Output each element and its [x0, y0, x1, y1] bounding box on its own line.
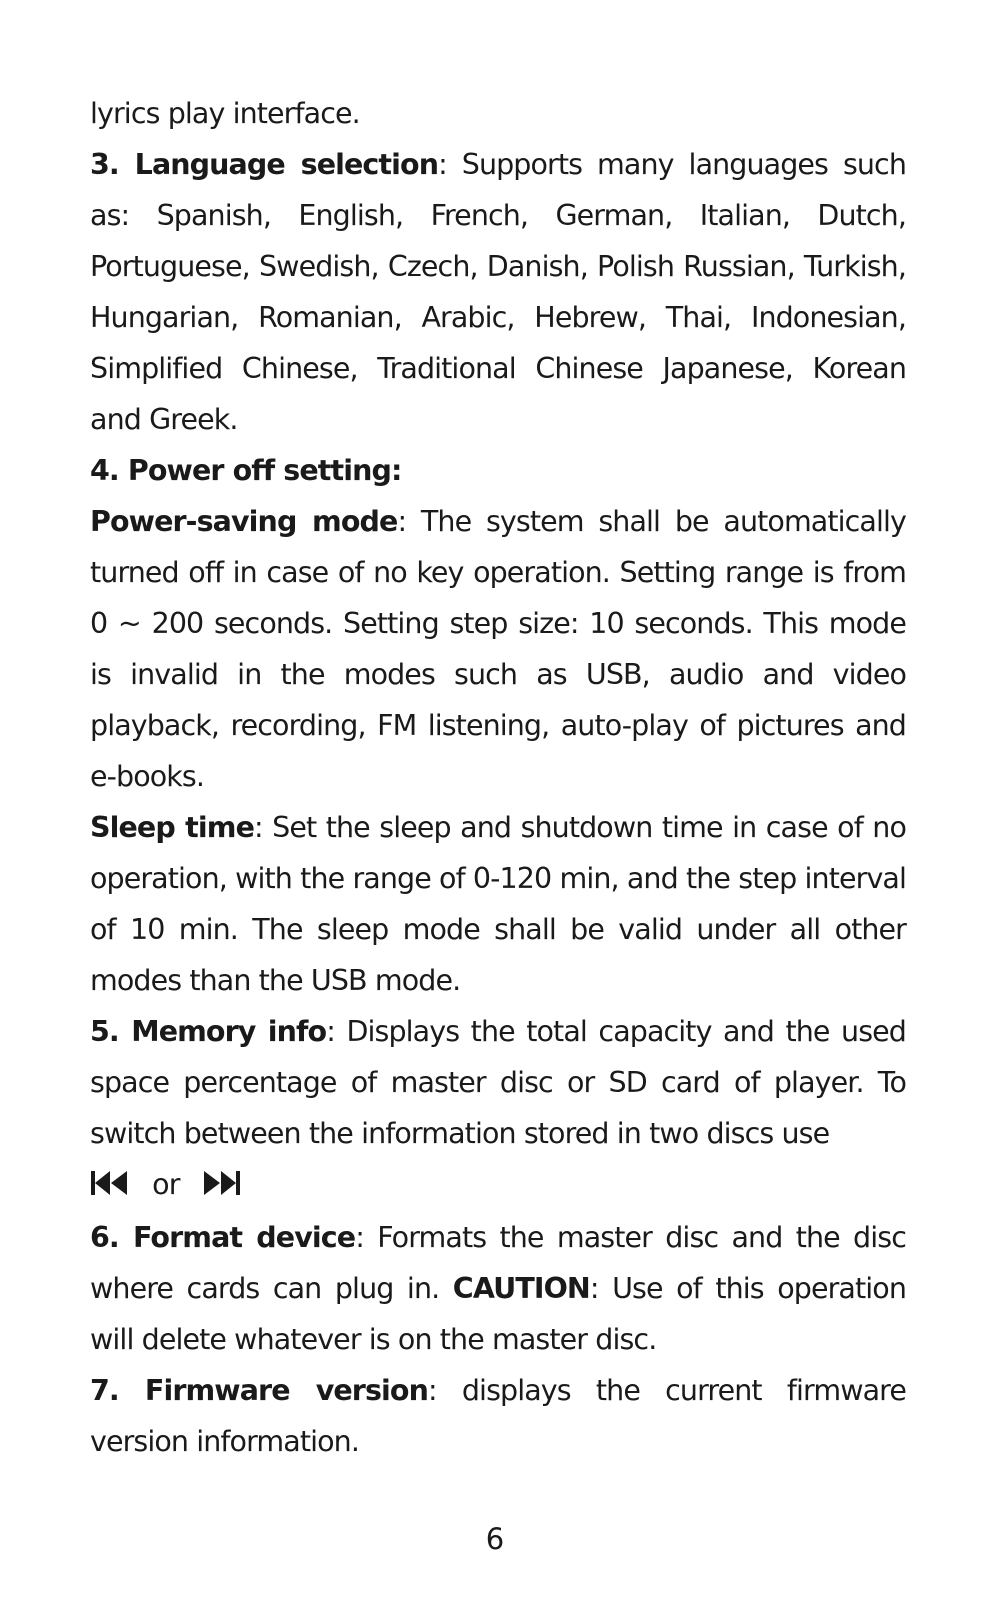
- sleep-time-text: : Set the sleep and shutdown time in case of no operation, with the range of 0-120 min, and the step interval of 10 min. The sleep mode shall be valid under all other modes than the USB mode.: [90, 811, 907, 997]
- power-saving-paragraph: [90, 496, 906, 802]
- format-device-heading: 6. Format device: [90, 1221, 356, 1254]
- intro-line: lyrics play interface.: [90, 97, 360, 130]
- format-device-text: : Formats the master disc and the disc where cards can plug in.: [90, 1221, 906, 1305]
- sleep-time-label: Sleep time: [90, 811, 255, 844]
- firmware-version-heading: 7. Firmware version: [90, 1374, 428, 1407]
- memory-info-heading: 5. Memory info: [90, 1015, 327, 1048]
- next-track-icon: [202, 1161, 242, 1212]
- memory-info-text: : Displays the total capacity and the used space percentage of master disc or SD card of player. To switch between the information stored in two discs use: [90, 1015, 906, 1150]
- previous-track-icon: [90, 1161, 130, 1212]
- caution-label: CAUTION: [452, 1272, 590, 1305]
- page-number: 6: [485, 1522, 505, 1556]
- memory-info-icons-row: [90, 1159, 906, 1212]
- power-off-heading: [90, 445, 906, 496]
- power-saving-label: Power-saving mode: [90, 505, 398, 538]
- firmware-version-paragraph: [90, 1365, 906, 1467]
- firmware-version-text: : displays the current firmware version information.: [90, 1374, 906, 1458]
- power-off-heading-text: 4. Power off setting:: [90, 454, 402, 487]
- format-device-paragraph: [90, 1212, 906, 1365]
- memory-info-paragraph: [90, 1006, 906, 1159]
- language-selection-text: : Supports many languages such as: Spanish, English, French, German, Italian, Dutch, Portuguese, Swedish, Czech, Danish, Polish Russian, Turkish, Hungarian, Romanian, Arabic, Hebrew, Thai, Indonesian, Simplified Chinese, Traditional Chinese Japanese, Korean and Greek.: [90, 148, 906, 436]
- language-selection-paragraph: [90, 139, 906, 445]
- manual-page-body: [90, 88, 906, 1467]
- language-selection-heading: 3. Language selection: [90, 148, 439, 181]
- icon-separator-or: or: [152, 1168, 180, 1201]
- caution-text: : Use of this operation will delete whatever is on the master disc.: [90, 1272, 906, 1356]
- sleep-time-paragraph: [90, 802, 906, 1006]
- power-saving-text: : The system shall be automatically turned off in case of no key operation. Setting range is from 0 ~ 200 seconds. Setting step size: 10 seconds. This mode is invalid in the modes such as USB, audio and video playback, recording, FM listening, auto-play of pictures and e-books.: [90, 505, 906, 793]
